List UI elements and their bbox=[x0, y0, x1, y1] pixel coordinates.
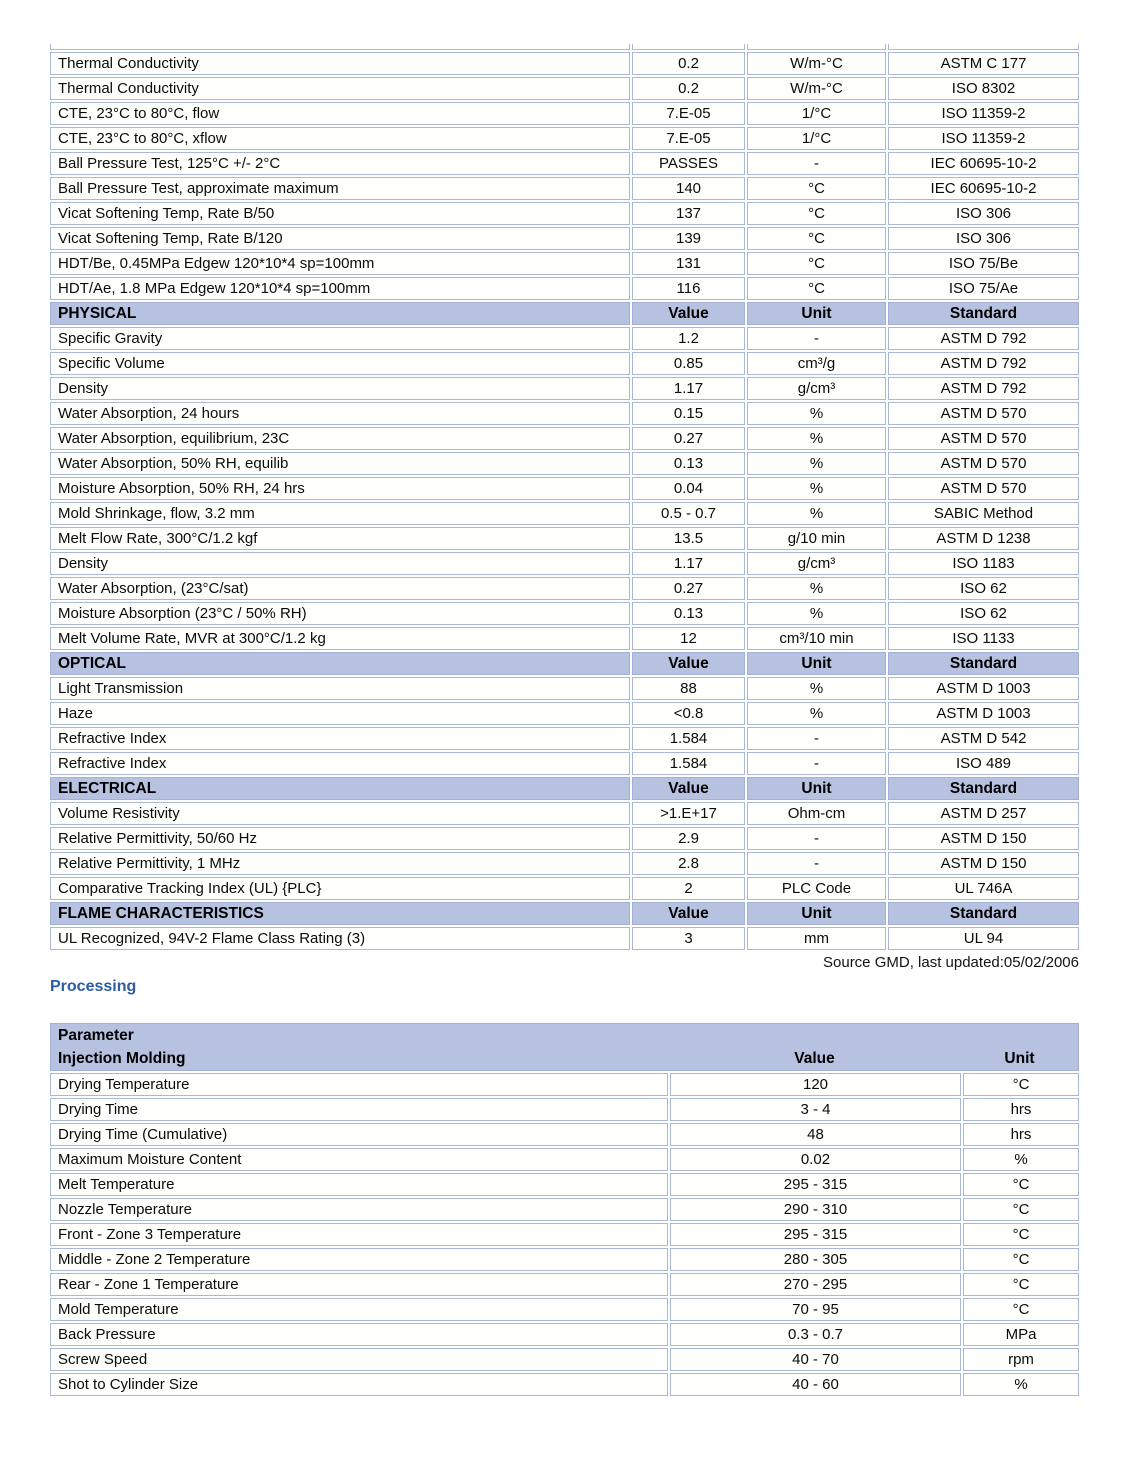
table-cell: - bbox=[747, 327, 886, 350]
table-cell: °C bbox=[747, 252, 886, 275]
table-row bbox=[50, 1173, 1079, 1196]
table-cell: CTE, 23°C to 80°C, xflow bbox=[50, 127, 630, 150]
table-row bbox=[50, 1248, 1079, 1271]
table-cell: 137 bbox=[632, 202, 745, 225]
table-cell: SABIC Method bbox=[888, 502, 1079, 525]
table-cell: g/cm³ bbox=[747, 377, 886, 400]
table-cell: HDT/Ae, 1.8 MPa Edgew 120*10*4 sp=100mm bbox=[50, 277, 630, 300]
table-cell: ASTM D 792 bbox=[888, 327, 1079, 350]
table-cell: Vicat Softening Temp, Rate B/50 bbox=[50, 202, 630, 225]
table-cell: Value bbox=[632, 777, 745, 800]
table-cell: 0.2 bbox=[632, 77, 745, 100]
table-row bbox=[50, 1373, 1079, 1396]
table-cell: Refractive Index bbox=[50, 727, 630, 750]
table-cell: ASTM D 570 bbox=[888, 402, 1079, 425]
table-cell: Specific Volume bbox=[50, 352, 630, 375]
table-row bbox=[50, 552, 1079, 575]
table-row bbox=[50, 77, 1079, 100]
table-cell: Standard bbox=[888, 902, 1079, 925]
table-cell: 1.2 bbox=[632, 327, 745, 350]
datasheet-page bbox=[50, 44, 1079, 1398]
table-cell: Volume Resistivity bbox=[50, 802, 630, 825]
table-cell: PHYSICAL bbox=[50, 302, 630, 325]
table-row bbox=[50, 677, 1079, 700]
table-cell: ISO 75/Ae bbox=[888, 277, 1079, 300]
table-cell: Standard bbox=[888, 302, 1079, 325]
table-cell: 1.584 bbox=[632, 752, 745, 775]
table-cell: 0.2 bbox=[632, 52, 745, 75]
table-cell bbox=[888, 44, 1079, 50]
table-cell: W/m-°C bbox=[747, 77, 886, 100]
table-cell: % bbox=[747, 602, 886, 625]
table-cell: Value bbox=[632, 302, 745, 325]
table-row bbox=[50, 1348, 1079, 1371]
table-row bbox=[50, 752, 1079, 775]
table-cell: Vicat Softening Temp, Rate B/120 bbox=[50, 227, 630, 250]
table-cell: IEC 60695-10-2 bbox=[888, 152, 1079, 175]
table-cell: 131 bbox=[632, 252, 745, 275]
table-cell: 40 - 60 bbox=[670, 1373, 961, 1396]
table-cell: 0.27 bbox=[632, 577, 745, 600]
table-row bbox=[50, 152, 1079, 175]
table-cell: 0.04 bbox=[632, 477, 745, 500]
table-cell: Unit bbox=[747, 902, 886, 925]
table-cell: % bbox=[963, 1148, 1079, 1171]
table-cell: mm bbox=[747, 927, 886, 950]
table-cell: °C bbox=[747, 177, 886, 200]
table-row bbox=[50, 277, 1079, 300]
table-cell: 7.E-05 bbox=[632, 102, 745, 125]
table-cell: 0.02 bbox=[670, 1148, 961, 1171]
table-cell: 3 bbox=[632, 927, 745, 950]
table-cell: 280 - 305 bbox=[670, 1248, 961, 1271]
table-row bbox=[50, 1273, 1079, 1296]
processing-rows bbox=[50, 1073, 1079, 1396]
table-cell: 116 bbox=[632, 277, 745, 300]
table-cell: Density bbox=[50, 552, 630, 575]
table-row bbox=[50, 427, 1079, 450]
table-cell: Middle - Zone 2 Temperature bbox=[50, 1248, 668, 1271]
table-cell: 13.5 bbox=[632, 527, 745, 550]
table-cell: Water Absorption, 24 hours bbox=[50, 402, 630, 425]
table-cell: Melt Volume Rate, MVR at 300°C/1.2 kg bbox=[50, 627, 630, 650]
table-row bbox=[50, 1323, 1079, 1346]
table-cell: cm³/g bbox=[747, 352, 886, 375]
table-row bbox=[50, 402, 1079, 425]
table-cell: 88 bbox=[632, 677, 745, 700]
table-row bbox=[50, 1073, 1079, 1096]
table-cell: Refractive Index bbox=[50, 752, 630, 775]
table-cell: Haze bbox=[50, 702, 630, 725]
table-cell: ASTM D 542 bbox=[888, 727, 1079, 750]
table-cell: % bbox=[747, 452, 886, 475]
table-cell: 0.85 bbox=[632, 352, 745, 375]
table-row bbox=[50, 227, 1079, 250]
table-cell: MPa bbox=[963, 1323, 1079, 1346]
table-row bbox=[50, 102, 1079, 125]
table-cell: Value bbox=[632, 652, 745, 675]
table-cell: g/cm³ bbox=[747, 552, 886, 575]
processing-header-injection-molding: Injection Molding bbox=[58, 1050, 186, 1067]
table-row bbox=[50, 927, 1079, 950]
table-cell: IEC 60695-10-2 bbox=[888, 177, 1079, 200]
table-cell: 1.17 bbox=[632, 377, 745, 400]
table-cell: °C bbox=[963, 1173, 1079, 1196]
table-cell: PASSES bbox=[632, 152, 745, 175]
table-cell: Ohm-cm bbox=[747, 802, 886, 825]
table-cell: Mold Temperature bbox=[50, 1298, 668, 1321]
table-cell: Density bbox=[50, 377, 630, 400]
table-cell: ISO 1183 bbox=[888, 552, 1079, 575]
table-cell: ISO 75/Be bbox=[888, 252, 1079, 275]
table-cell: hrs bbox=[963, 1098, 1079, 1121]
table-cell: Rear - Zone 1 Temperature bbox=[50, 1273, 668, 1296]
table-cell: % bbox=[747, 402, 886, 425]
table-cell: ISO 8302 bbox=[888, 77, 1079, 100]
table-cell: 295 - 315 bbox=[670, 1173, 961, 1196]
table-cell: 1.584 bbox=[632, 727, 745, 750]
table-cell: Water Absorption, (23°C/sat) bbox=[50, 577, 630, 600]
table-cell: Unit bbox=[747, 652, 886, 675]
table-cell: ASTM D 1238 bbox=[888, 527, 1079, 550]
table-row bbox=[50, 1298, 1079, 1321]
table-cell: 2.8 bbox=[632, 852, 745, 875]
table-cell: °C bbox=[963, 1248, 1079, 1271]
section-header-row bbox=[50, 302, 1079, 325]
table-cell: Shot to Cylinder Size bbox=[50, 1373, 668, 1396]
table-cell: ASTM D 150 bbox=[888, 827, 1079, 850]
table-cell: 7.E-05 bbox=[632, 127, 745, 150]
table-cell: Unit bbox=[747, 777, 886, 800]
table-row bbox=[50, 127, 1079, 150]
table-row bbox=[50, 502, 1079, 525]
table-row bbox=[50, 527, 1079, 550]
table-cell: Front - Zone 3 Temperature bbox=[50, 1223, 668, 1246]
table-row bbox=[50, 202, 1079, 225]
table-cell: ISO 306 bbox=[888, 202, 1079, 225]
table-cell: - bbox=[747, 727, 886, 750]
table-cell: Light Transmission bbox=[50, 677, 630, 700]
table-cell: Drying Time bbox=[50, 1098, 668, 1121]
processing-heading: Processing bbox=[50, 978, 137, 995]
table-cell: 2.9 bbox=[632, 827, 745, 850]
table-row bbox=[50, 577, 1079, 600]
table-cell: Moisture Absorption, 50% RH, 24 hrs bbox=[50, 477, 630, 500]
table-cell: ISO 11359-2 bbox=[888, 127, 1079, 150]
table-cell: UL 94 bbox=[888, 927, 1079, 950]
table-cell: % bbox=[747, 702, 886, 725]
table-cell: ASTM D 1003 bbox=[888, 677, 1079, 700]
table-row bbox=[50, 877, 1079, 900]
properties-table bbox=[50, 44, 1079, 950]
table-cell: OPTICAL bbox=[50, 652, 630, 675]
table-row bbox=[50, 802, 1079, 825]
table-cell: rpm bbox=[963, 1348, 1079, 1371]
table-row bbox=[50, 852, 1079, 875]
table-cell: Unit bbox=[747, 302, 886, 325]
table-cell: ISO 1133 bbox=[888, 627, 1079, 650]
table-cell: % bbox=[747, 427, 886, 450]
table-cell: ISO 11359-2 bbox=[888, 102, 1079, 125]
cutoff-row bbox=[50, 44, 1079, 50]
table-cell: % bbox=[747, 677, 886, 700]
table-cell: - bbox=[747, 852, 886, 875]
table-cell: CTE, 23°C to 80°C, flow bbox=[50, 102, 630, 125]
table-cell: Ball Pressure Test, 125°C +/- 2°C bbox=[50, 152, 630, 175]
table-cell: W/m-°C bbox=[747, 52, 886, 75]
table-cell: 0.13 bbox=[632, 452, 745, 475]
table-row bbox=[50, 727, 1079, 750]
table-cell: 139 bbox=[632, 227, 745, 250]
table-row bbox=[50, 377, 1079, 400]
table-cell: PLC Code bbox=[747, 877, 886, 900]
table-cell: 0.5 - 0.7 bbox=[632, 502, 745, 525]
table-cell: - bbox=[747, 827, 886, 850]
table-cell: Water Absorption, equilibrium, 23C bbox=[50, 427, 630, 450]
table-cell: Relative Permittivity, 1 MHz bbox=[50, 852, 630, 875]
table-cell: % bbox=[747, 502, 886, 525]
table-row bbox=[50, 327, 1079, 350]
table-row bbox=[50, 627, 1079, 650]
table-cell: ASTM D 792 bbox=[888, 377, 1079, 400]
table-cell: Drying Temperature bbox=[50, 1073, 668, 1096]
table-cell: % bbox=[747, 477, 886, 500]
table-cell: Screw Speed bbox=[50, 1348, 668, 1371]
table-cell: Standard bbox=[888, 777, 1079, 800]
table-cell: g/10 min bbox=[747, 527, 886, 550]
table-cell: ASTM D 570 bbox=[888, 477, 1079, 500]
table-cell: - bbox=[747, 152, 886, 175]
table-cell: 0.15 bbox=[632, 402, 745, 425]
table-cell: <0.8 bbox=[632, 702, 745, 725]
table-cell: ASTM D 792 bbox=[888, 352, 1079, 375]
table-cell: ASTM D 570 bbox=[888, 452, 1079, 475]
section-header-row bbox=[50, 777, 1079, 800]
table-row bbox=[50, 1223, 1079, 1246]
table-cell: 3 - 4 bbox=[670, 1098, 961, 1121]
table-cell: - bbox=[747, 752, 886, 775]
table-row bbox=[50, 452, 1079, 475]
table-cell: Nozzle Temperature bbox=[50, 1198, 668, 1221]
table-cell: 120 bbox=[670, 1073, 961, 1096]
processing-header-unit: Unit bbox=[1004, 1050, 1035, 1067]
table-cell: 2 bbox=[632, 877, 745, 900]
processing-header-value: Value bbox=[794, 1050, 835, 1067]
table-cell: 40 - 70 bbox=[670, 1348, 961, 1371]
table-row bbox=[50, 1148, 1079, 1171]
table-cell: Mold Shrinkage, flow, 3.2 mm bbox=[50, 502, 630, 525]
table-cell: 0.3 - 0.7 bbox=[670, 1323, 961, 1346]
table-cell: Standard bbox=[888, 652, 1079, 675]
table-cell: Thermal Conductivity bbox=[50, 52, 630, 75]
table-cell: Drying Time (Cumulative) bbox=[50, 1123, 668, 1146]
processing-table-header bbox=[50, 1023, 1079, 1071]
table-cell: 290 - 310 bbox=[670, 1198, 961, 1221]
table-cell bbox=[50, 44, 630, 50]
table-cell: ISO 306 bbox=[888, 227, 1079, 250]
table-cell: 12 bbox=[632, 627, 745, 650]
table-cell: FLAME CHARACTERISTICS bbox=[50, 902, 630, 925]
processing-header-parameter: Parameter bbox=[58, 1027, 134, 1044]
table-cell: UL Recognized, 94V-2 Flame Class Rating (3) bbox=[50, 927, 630, 950]
table-row bbox=[50, 602, 1079, 625]
table-cell: Thermal Conductivity bbox=[50, 77, 630, 100]
table-cell: hrs bbox=[963, 1123, 1079, 1146]
table-cell: UL 746A bbox=[888, 877, 1079, 900]
table-cell: 1.17 bbox=[632, 552, 745, 575]
table-cell: ASTM D 570 bbox=[888, 427, 1079, 450]
table-row bbox=[50, 477, 1079, 500]
table-cell: °C bbox=[963, 1298, 1079, 1321]
table-cell: ISO 62 bbox=[888, 577, 1079, 600]
table-cell: Melt Temperature bbox=[50, 1173, 668, 1196]
table-cell: cm³/10 min bbox=[747, 627, 886, 650]
table-cell bbox=[632, 44, 745, 50]
table-cell: ASTM D 257 bbox=[888, 802, 1079, 825]
processing-table bbox=[50, 1023, 1079, 1396]
table-row bbox=[50, 827, 1079, 850]
table-cell: Water Absorption, 50% RH, equilib bbox=[50, 452, 630, 475]
table-cell: °C bbox=[963, 1223, 1079, 1246]
table-row bbox=[50, 1198, 1079, 1221]
table-cell: °C bbox=[963, 1073, 1079, 1096]
table-cell: 1/°C bbox=[747, 102, 886, 125]
table-cell: Melt Flow Rate, 300°C/1.2 kgf bbox=[50, 527, 630, 550]
table-cell: Back Pressure bbox=[50, 1323, 668, 1346]
table-cell: Ball Pressure Test, approximate maximum bbox=[50, 177, 630, 200]
table-cell: 0.13 bbox=[632, 602, 745, 625]
table-cell: ISO 489 bbox=[888, 752, 1079, 775]
table-cell: >1.E+17 bbox=[632, 802, 745, 825]
table-cell: 270 - 295 bbox=[670, 1273, 961, 1296]
table-cell: ISO 62 bbox=[888, 602, 1079, 625]
source-note: Source GMD, last updated:05/02/2006 bbox=[823, 954, 1079, 971]
table-row bbox=[50, 352, 1079, 375]
table-cell: ASTM D 1003 bbox=[888, 702, 1079, 725]
table-cell: 1/°C bbox=[747, 127, 886, 150]
table-cell: ASTM C 177 bbox=[888, 52, 1079, 75]
table-cell bbox=[747, 44, 886, 50]
table-cell: Moisture Absorption (23°C / 50% RH) bbox=[50, 602, 630, 625]
table-cell: °C bbox=[963, 1198, 1079, 1221]
table-row bbox=[50, 52, 1079, 75]
table-cell: °C bbox=[963, 1273, 1079, 1296]
table-cell: Maximum Moisture Content bbox=[50, 1148, 668, 1171]
section-header-row bbox=[50, 902, 1079, 925]
table-cell: 140 bbox=[632, 177, 745, 200]
table-cell: 48 bbox=[670, 1123, 961, 1146]
table-cell: °C bbox=[747, 227, 886, 250]
table-cell: Comparative Tracking Index (UL) {PLC} bbox=[50, 877, 630, 900]
table-cell: Value bbox=[632, 902, 745, 925]
table-row bbox=[50, 1098, 1079, 1121]
table-cell: °C bbox=[747, 277, 886, 300]
table-cell: 295 - 315 bbox=[670, 1223, 961, 1246]
table-cell: 70 - 95 bbox=[670, 1298, 961, 1321]
table-cell: Relative Permittivity, 50/60 Hz bbox=[50, 827, 630, 850]
section-header-row bbox=[50, 652, 1079, 675]
table-cell: HDT/Be, 0.45MPa Edgew 120*10*4 sp=100mm bbox=[50, 252, 630, 275]
table-row bbox=[50, 702, 1079, 725]
table-cell: 0.27 bbox=[632, 427, 745, 450]
table-cell: ELECTRICAL bbox=[50, 777, 630, 800]
table-row bbox=[50, 177, 1079, 200]
table-row bbox=[50, 252, 1079, 275]
table-cell: Specific Gravity bbox=[50, 327, 630, 350]
table-row bbox=[50, 1123, 1079, 1146]
table-cell: % bbox=[747, 577, 886, 600]
table-cell: % bbox=[963, 1373, 1079, 1396]
table-cell: ASTM D 150 bbox=[888, 852, 1079, 875]
table-cell: °C bbox=[747, 202, 886, 225]
